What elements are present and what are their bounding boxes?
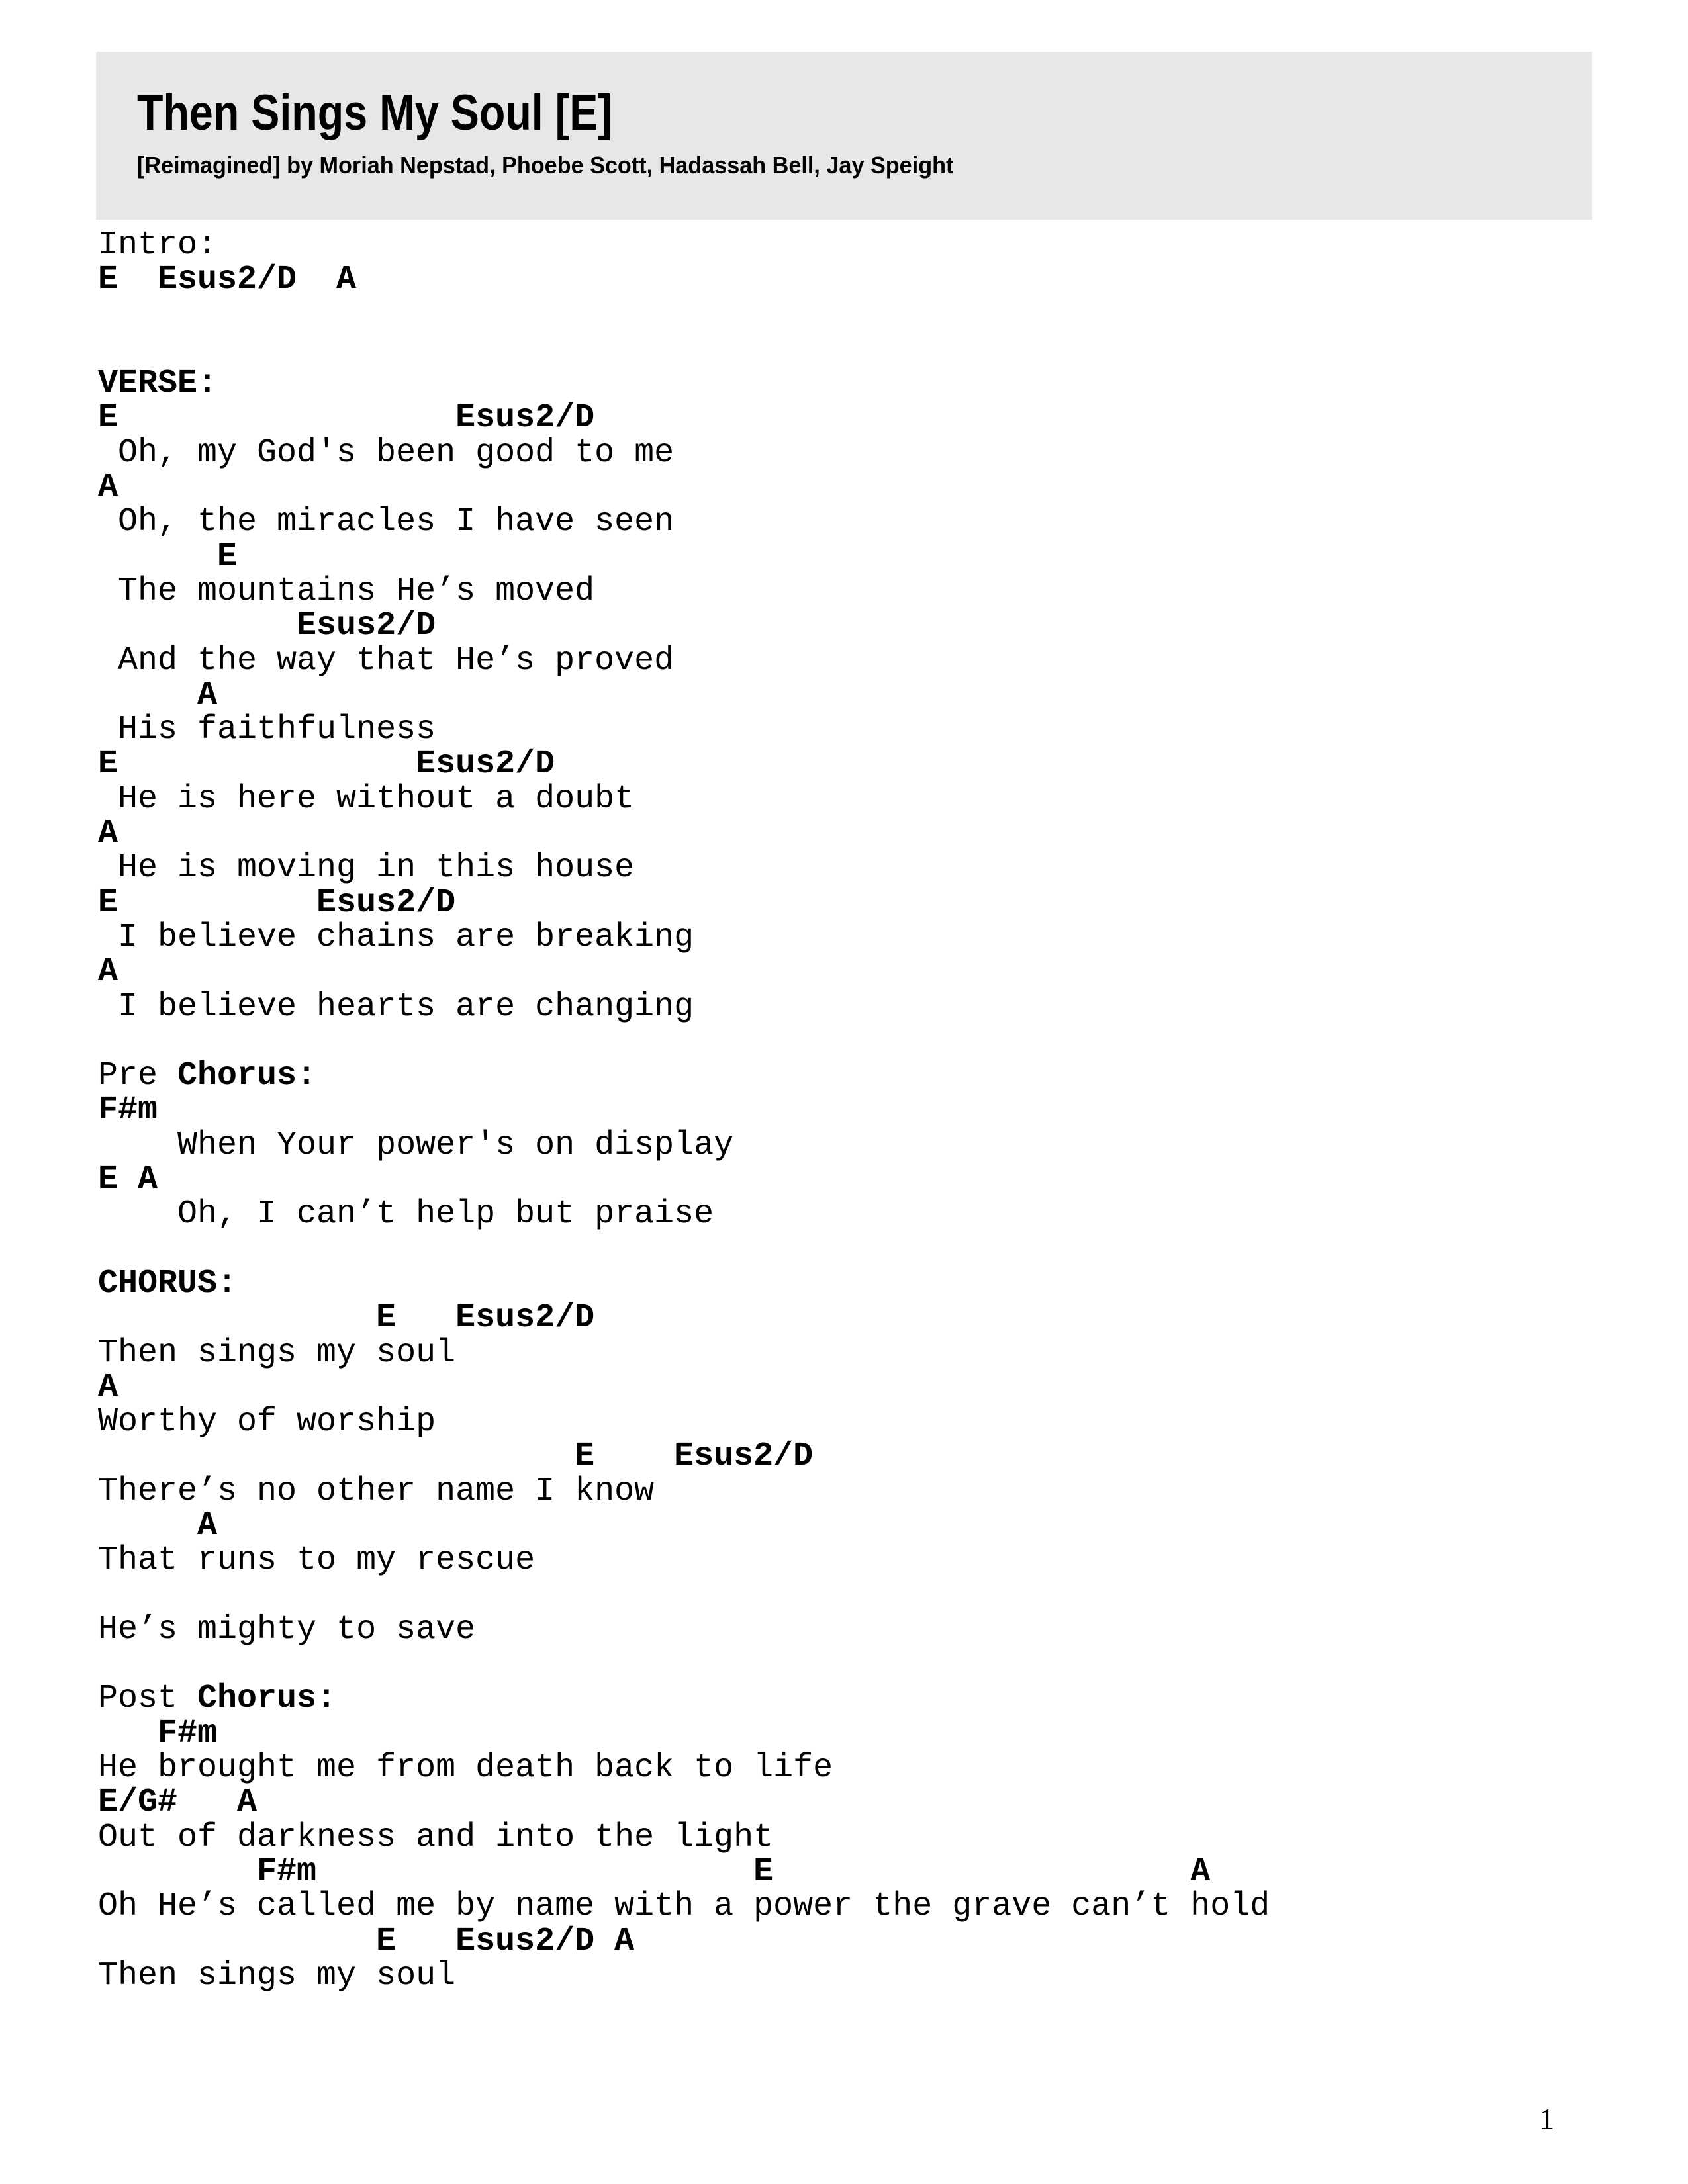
chord-text: E Esus2/D	[98, 745, 555, 784]
lyric-text: He brought me from death back to life	[98, 1749, 833, 1788]
sheet-line	[98, 918, 1270, 956]
chord-text: VERSE:	[98, 365, 218, 403]
lyric-text: When Your power's on display	[98, 1126, 734, 1164]
sheet-line	[98, 1128, 1270, 1163]
sheet-line	[98, 298, 1270, 332]
sheet-line	[98, 1093, 1270, 1128]
song-title: Then Sings My Soul [E]	[137, 85, 612, 141]
lyric-text: And the way that He’s proved	[98, 641, 675, 680]
chord-text: A	[98, 953, 118, 991]
sheet-line	[98, 747, 1270, 782]
chord-text: A	[98, 1368, 118, 1406]
sheet-line	[98, 1301, 1270, 1336]
sheet-line	[98, 1682, 1270, 1716]
lyric-text: He’s mighty to save	[98, 1610, 476, 1649]
sheet-line	[98, 1024, 1270, 1059]
chord-text: Esus2/D	[98, 607, 436, 645]
lyric-text: Then sings my soul	[98, 1334, 456, 1372]
lyric-text: Oh He’s called me by name with a power the grave can’t hold	[98, 1888, 1270, 1926]
chord-text: E Esus2/D	[98, 1299, 595, 1338]
lyric-text: Intro:	[98, 226, 218, 264]
chord-text: E Esus2/D	[98, 399, 595, 437]
lyric-text: Oh, my God's been good to me	[98, 433, 675, 472]
lyric-text: His faithfulness	[98, 711, 436, 749]
sheet-line	[98, 641, 1270, 680]
sheet-line	[98, 1232, 1270, 1267]
sheet-line	[98, 505, 1270, 539]
sheet-line	[98, 1852, 1270, 1891]
chord-text: F#m	[98, 1714, 218, 1752]
chord-text: E A	[98, 1161, 158, 1199]
song-sheet	[98, 228, 1270, 1993]
chord-text: Chorus:	[177, 1057, 317, 1095]
chord-text: A	[98, 469, 118, 507]
sheet-line	[98, 1786, 1270, 1820]
lyric-text: He is here without a doubt	[98, 780, 635, 818]
sheet-line	[98, 1472, 1270, 1510]
sheet-line	[98, 1059, 1270, 1093]
sheet-line	[98, 574, 1270, 609]
lyric-text: Worthy of worship	[98, 1403, 436, 1441]
lyric-text: Out of darkness and into the light	[98, 1818, 774, 1856]
chord-text: E/G# A	[98, 1784, 258, 1822]
lyric-text: Oh, the miracles I have seen	[98, 503, 675, 541]
sheet-line	[98, 1956, 1270, 1995]
sheet-line	[98, 1368, 1270, 1406]
sheet-line	[98, 471, 1270, 505]
chord-text: E Esus2/D A	[98, 1922, 635, 1960]
lyric-text: That runs to my rescue	[98, 1541, 536, 1580]
sheet-line	[98, 263, 1270, 297]
sheet-line	[98, 1163, 1270, 1197]
sheet-line	[98, 433, 1270, 472]
sheet-line	[98, 1714, 1270, 1752]
sheet-line	[98, 1405, 1270, 1439]
page-number: 1	[1539, 2102, 1554, 2136]
lyric-text: Oh, I can’t help but praise	[98, 1195, 714, 1234]
chord-text: F#m	[98, 1091, 158, 1130]
lyric-text: I believe hearts are changing	[98, 987, 694, 1026]
sheet-line	[98, 537, 1270, 576]
chord-text: CHORUS:	[98, 1264, 238, 1302]
sheet-line	[98, 1818, 1270, 1856]
sheet-line	[98, 332, 1270, 367]
chord-text: E Esus2/D	[98, 884, 456, 922]
chord-text: F#m E A	[98, 1852, 1211, 1891]
sheet-line	[98, 367, 1270, 401]
lyric-text: I believe chains are breaking	[98, 918, 694, 956]
chord-text: E	[98, 537, 238, 576]
lyric-text: Then sings my soul	[98, 1956, 456, 1995]
lyric-text: Post	[98, 1680, 198, 1718]
sheet-line	[98, 987, 1270, 1026]
sheet-line	[98, 1506, 1270, 1545]
sheet-line	[98, 1647, 1270, 1682]
sheet-line	[98, 1889, 1270, 1924]
sheet-line	[98, 782, 1270, 817]
lyric-text: He is moving in this house	[98, 849, 635, 887]
sheet-line	[98, 609, 1270, 643]
sheet-line	[98, 1610, 1270, 1649]
sheet-line	[98, 1336, 1270, 1371]
chord-text: A	[98, 815, 118, 853]
sheet-line	[98, 678, 1270, 713]
sheet-line	[98, 401, 1270, 435]
chord-text: A	[98, 1506, 218, 1545]
sheet-line	[98, 1922, 1270, 1960]
sheet-line	[98, 886, 1270, 921]
sheet-line	[98, 955, 1270, 989]
sheet-line	[98, 851, 1270, 886]
sheet-line	[98, 1197, 1270, 1232]
chord-text: E Esus2/D	[98, 1437, 814, 1476]
sheet-line	[98, 817, 1270, 851]
chord-text: A	[98, 676, 218, 714]
song-header	[96, 52, 1592, 220]
lyric-text: Pre	[98, 1057, 178, 1095]
sheet-line	[98, 1751, 1270, 1786]
chord-text: Chorus:	[197, 1680, 337, 1718]
sheet-line	[98, 1543, 1270, 1578]
sheet-line	[98, 1264, 1270, 1302]
sheet-line	[98, 228, 1270, 263]
song-credits: [Reimagined] by Moriah Nepstad, Phoebe Scott, Hadassah Bell, Jay Speight	[137, 152, 954, 179]
lyric-text: There’s no other name I know	[98, 1472, 655, 1510]
lyric-text: The mountains He’s moved	[98, 572, 595, 610]
chord-text: E Esus2/D A	[98, 261, 357, 299]
sheet-line	[98, 713, 1270, 747]
sheet-line	[98, 1578, 1270, 1613]
sheet-line	[98, 1439, 1270, 1474]
